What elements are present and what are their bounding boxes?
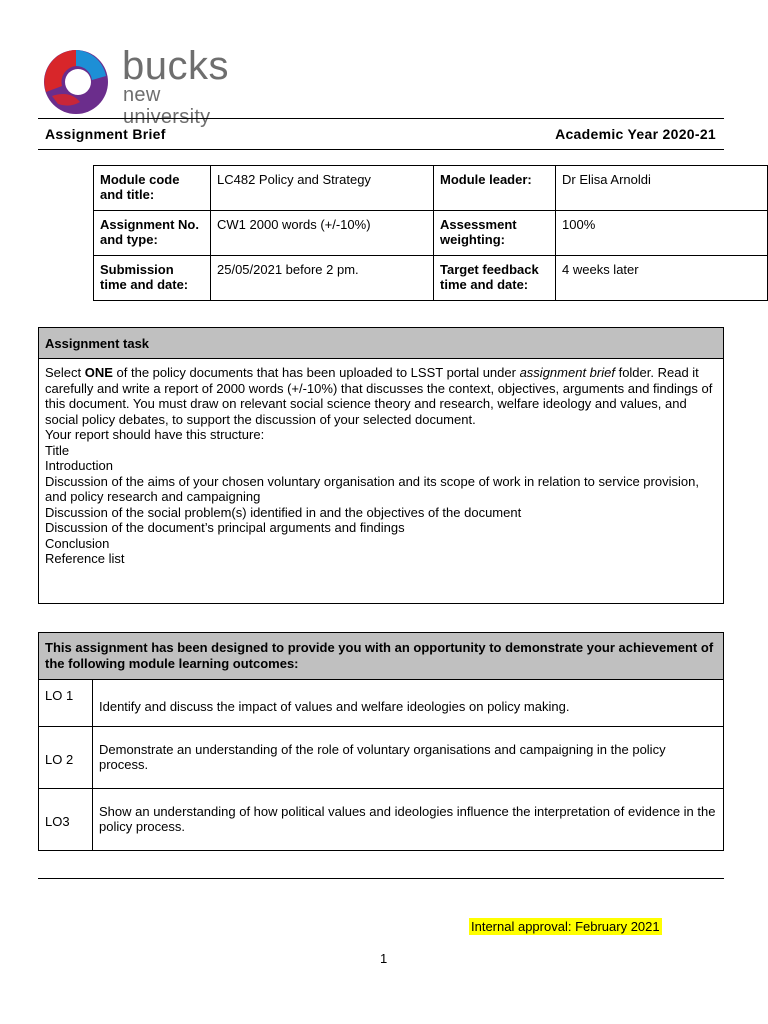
header-bottom-rule — [38, 149, 724, 150]
structure-item: Discussion of the document’s principal arguments and findings — [45, 520, 405, 535]
structure-item: Discussion of the social problem(s) identified in and the objectives of the document — [45, 504, 522, 520]
outcomes-heading: This assignment has been designed to provide you with an opportunity to demonstrate your achievement of the following module learning outcomes: — [38, 632, 724, 680]
module-leader-value: Dr Elisa Arnoldi — [556, 166, 768, 211]
task-text: of the policy documents that has been uploaded to LSST portal under — [112, 365, 520, 380]
table-row — [94, 166, 768, 211]
assignment-value: CW1 2000 words (+/-10%) — [211, 211, 434, 256]
table-row — [39, 680, 724, 726]
submission-value: 25/05/2021 before 2 pm. — [211, 256, 434, 301]
outcome-text: Identify and discuss the impact of values and welfare ideologies on policy making. — [93, 680, 724, 726]
task-text: Select — [45, 365, 85, 380]
weighting-label: Assessment weighting: — [434, 211, 556, 256]
doc-title: Assignment Brief — [45, 126, 166, 142]
page-number: 1 — [380, 951, 388, 966]
outcome-code: LO3 — [39, 788, 93, 850]
structure-item: Conclusion — [45, 535, 110, 551]
outcome-code: LO 2 — [39, 726, 93, 788]
logo-wordmark: bucks — [122, 44, 229, 88]
logo-mark-icon — [40, 46, 112, 118]
header-top-rule — [38, 118, 724, 119]
weighting-value: 100% — [556, 211, 768, 256]
table-row — [94, 211, 768, 256]
structure-item: Title — [45, 442, 70, 458]
structure-item: Discussion of the aims of your chosen voluntary organisation and its scope of work in relation to service provision, and policy research and campaigning — [45, 473, 699, 504]
module-leader-label: Module leader: — [434, 166, 556, 211]
university-logo — [40, 44, 250, 128]
task-text: folder. Read it carefully and write a report of 2000 words (+/-10%) that discusses the context, objectives, arguments and findings of this document. You must draw on relevant social science theory and research, welfare ideology and values, and social policy debates, to support the discussion of your selected document. — [45, 365, 713, 427]
assignment-label: Assignment No. and type: — [94, 211, 211, 256]
table-row — [39, 726, 724, 788]
feedback-label: Target feedback time and date: — [434, 256, 556, 301]
module-code-label: Module code and title: — [94, 166, 211, 211]
footer-rule — [38, 878, 724, 879]
structure-item: Reference list — [45, 551, 125, 566]
module-code-value: LC482 Policy and Strategy — [211, 166, 434, 211]
internal-approval: Internal approval: February 2021 — [471, 919, 660, 934]
table-row — [39, 788, 724, 850]
feedback-value: 4 weeks later — [556, 256, 768, 301]
learning-outcomes-box — [38, 632, 724, 851]
outcome-code: LO 1 — [39, 680, 93, 726]
table-row — [94, 256, 768, 301]
outcomes-table — [38, 680, 724, 851]
module-info-table — [93, 165, 768, 301]
assignment-task-box — [38, 327, 724, 604]
outcome-text: Show an understanding of how political values and ideologies influence the interpretation of evidence in the policy process. — [93, 788, 724, 850]
academic-year: Academic Year 2020-21 — [555, 126, 716, 142]
structure-intro: Your report should have this structure: — [45, 427, 265, 442]
task-body — [39, 359, 723, 573]
outcome-text: Demonstrate an understanding of the role of voluntary organisations and campaigning in the policy process. — [93, 726, 724, 788]
task-italic: assignment brief — [519, 365, 615, 380]
task-paragraph — [45, 365, 717, 427]
logo-subtitle: new university — [123, 84, 211, 128]
submission-label: Submission time and date: — [94, 256, 211, 301]
task-heading: Assignment task — [39, 328, 723, 359]
task-emphasis: ONE — [84, 365, 113, 380]
structure-item: Introduction — [45, 458, 113, 473]
